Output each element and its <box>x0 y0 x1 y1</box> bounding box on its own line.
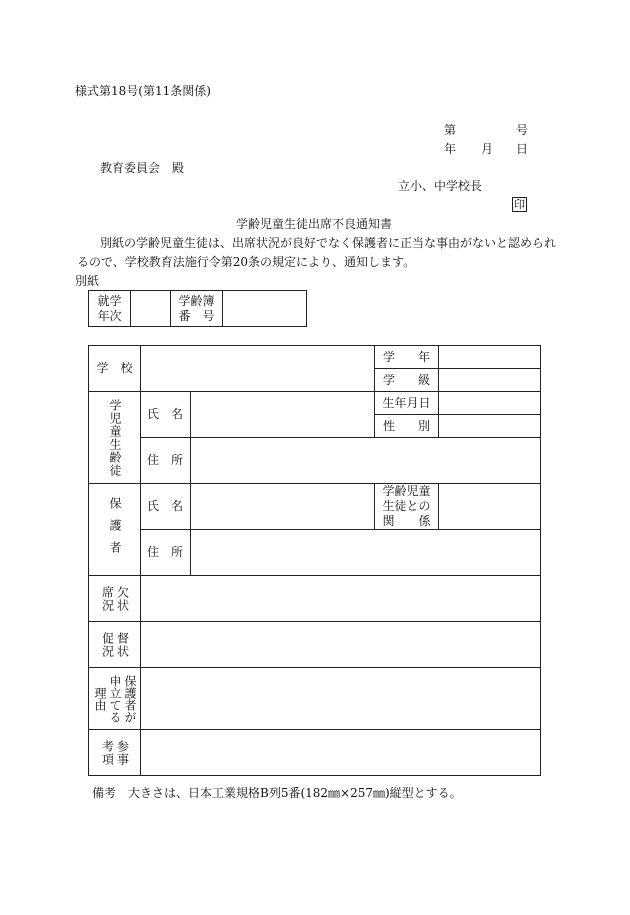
sex-value <box>439 415 541 438</box>
grade-label: 学 年 <box>375 346 439 369</box>
seal-mark: 印 <box>514 198 525 211</box>
number-suffix: 号 <box>516 123 529 137</box>
school-label: 学 校 <box>89 346 141 392</box>
student-name-label: 氏 名 <box>141 392 191 438</box>
date-day: 日 <box>516 142 529 156</box>
absence-status-label: 欠状席況 <box>89 576 141 622</box>
class-label: 学 級 <box>375 369 439 392</box>
body-line-1: 別紙の学齢児童生徒は、出席状況が良好でなく保護者に正当な事由がないと認められ <box>100 236 557 250</box>
birthdate-label: 生年月日 <box>375 392 439 415</box>
student-section-label: 学児童生齢徒 <box>89 392 141 484</box>
register-table <box>88 290 307 327</box>
relation-label: 学齢児童 生徒との 関 係 <box>375 484 439 530</box>
school-value <box>141 346 375 392</box>
student-address-label: 住 所 <box>141 438 191 484</box>
grade-value <box>439 346 541 369</box>
remarks-label: 参事考項 <box>89 730 141 776</box>
sender: 立小、中学校長 <box>398 179 483 193</box>
guardian-address-label: 住 所 <box>141 530 191 576</box>
relation-value <box>439 484 541 530</box>
number-prefix: 第 <box>444 123 457 137</box>
register-number-label: 学齢簿 番 号 <box>171 291 223 327</box>
absence-status-value <box>141 576 541 622</box>
guardian-reason-label: 保護者が申立てる理由 <box>89 668 141 730</box>
guardian-name-value <box>191 484 375 530</box>
addressee: 教育委員会 殿 <box>100 161 185 175</box>
reminder-status-value <box>141 622 541 668</box>
class-value <box>439 369 541 392</box>
sex-label: 性 別 <box>375 415 439 438</box>
enrollment-year-label: 就学 年次 <box>89 291 131 327</box>
body-line-2: るので、学校教育法施行令第20条の規定により、通知します。 <box>77 255 416 269</box>
guardian-address-value <box>191 530 541 576</box>
guardian-section-label: 保護者 <box>89 484 141 576</box>
remarks-value <box>141 730 541 776</box>
date-year: 年 <box>444 142 457 156</box>
enrollment-year-value <box>131 291 171 327</box>
footnote: 備考 大きさは、日本工業規格B列5番(182㎜×257㎜)縦型とする。 <box>92 786 462 800</box>
document-title: 学齢児童生徒出席不良通知書 <box>236 217 393 231</box>
reminder-status-label: 督状促況 <box>89 622 141 668</box>
attachment-label: 別紙 <box>75 274 100 288</box>
birthdate-value <box>439 392 541 415</box>
register-number-value <box>223 291 307 327</box>
student-info-table <box>88 345 541 776</box>
student-name-value <box>191 392 375 438</box>
form-number: 様式第18号(第11条関係) <box>75 84 211 98</box>
guardian-reason-value <box>141 668 541 730</box>
guardian-name-label: 氏 名 <box>141 484 191 530</box>
date-month: 月 <box>481 142 494 156</box>
student-address-value <box>191 438 541 484</box>
